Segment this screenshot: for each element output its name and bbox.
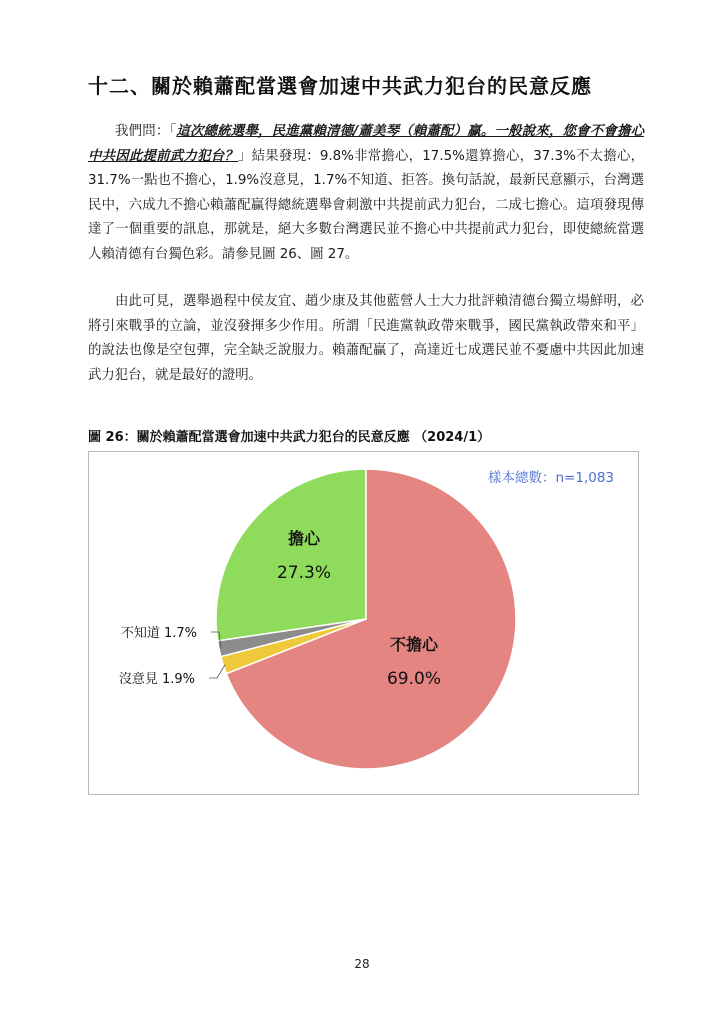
section-heading: 十二、關於賴蕭配當選會加速中共武力犯台的民意反應 — [88, 74, 592, 98]
question-prefix: 我們問：「 — [115, 124, 177, 139]
pie-slice-1 — [216, 469, 366, 641]
sample-size-label: 樣本總數：n=1,083 — [487, 470, 614, 486]
figure-caption: 圖 26：關於賴蕭配當選會加速中共武力犯台的民意反應 （2024/1） — [88, 430, 491, 445]
pie-outside-label: 不知道 1.7% — [120, 626, 197, 641]
page-number: 28 — [354, 957, 370, 971]
pie-chart-frame — [88, 451, 639, 795]
pie-slice-value: 27.3% — [276, 563, 332, 583]
pie-outside-label: 沒意見 1.9% — [118, 672, 195, 687]
survey-question-text: 這次總統選舉，民進黨賴清德/蕭美琴（賴蕭配）贏。一般說來，您會不會擔心中共因此提前武力犯台？ — [88, 124, 644, 164]
pie-slices — [216, 469, 516, 769]
paragraph-conclusion: 由此可見，選舉過程中侯友宜、趙少康及其他藍營人士大力批評賴清德台獨立場鮮明，必將引來戰爭的立論，並沒發揮多少作用。所謂「民進黨執政帶來戰爭，國民黨執政帶來和平」的說法也像是空包彈，完全缺乏說服力。賴蕭配贏了，高達近七成選民並不憂慮中共因此加速武力犯台，就是最好的證明。 — [88, 294, 644, 383]
pie-chart — [89, 452, 638, 794]
pie-leader-line — [209, 665, 225, 678]
survey-results-text: 」結果發現：9.8%非常擔心，17.5%還算擔心，37.3%不太擔心，31.7%一點也不擔心，1.9%沒意見，1.7%不知道、拒答。換句話說，最新民意顯示，台灣選民中，六成九不擔心賴蕭配贏得總統選舉會刺激中共提前武力犯台，二成七擔心。這項發現傳達了一個重要的訊息，那就是，絕大多數台灣選民並不擔心中共提前武力犯台，即使總統當選人賴清德有台獨色彩。請參見圖 26、圖 27。 — [88, 148, 644, 262]
pie-slice-value: 69.0% — [386, 669, 442, 689]
paragraph-survey-question — [88, 120, 644, 267]
pie-slice-label: 擔心 — [287, 529, 321, 548]
pie-slice-label: 不擔心 — [389, 635, 439, 654]
